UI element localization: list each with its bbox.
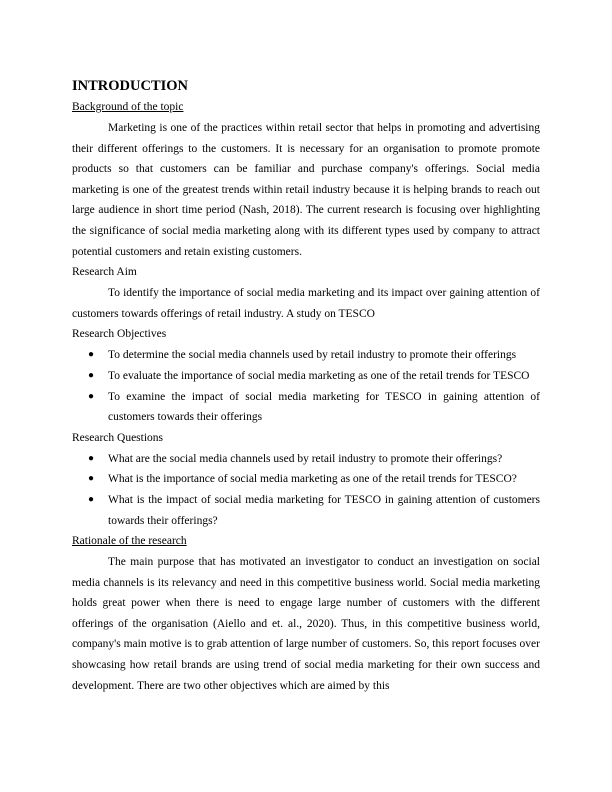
bullet-icon: ●	[88, 452, 95, 464]
bullet-icon: ●	[88, 349, 95, 361]
list-item	[72, 387, 540, 428]
objectives-list	[72, 345, 540, 427]
rationale-subheading: Rationale of the research	[72, 535, 187, 548]
questions-list	[72, 449, 540, 531]
list-item	[72, 469, 540, 490]
list-item-text: What is the importance of social media marketing as one of the retail trends for TESCO?	[108, 473, 517, 486]
list-item-text: To examine the impact of social media marketing for TESCO in gaining attention of customers towards their offerings	[108, 390, 540, 424]
document-page	[72, 76, 540, 696]
background-paragraph: Marketing is one of the practices within retail sector that helps in promoting and advertising their different offerings to the customers. It is necessary for an organisation to promote promote products so that customers can be familiar and purchase company's offerings. Social media marketing is one of the greatest trends within retail industry because it is helping brands to reach out large audience in short time period (Nash, 2018). The current research is focusing over highlighting the significance of social media marketing along with its different types used by company to attract potential customers and retain existing customers.	[72, 122, 540, 258]
introduction-heading: INTRODUCTION	[72, 78, 189, 94]
rationale-paragraph: The main purpose that has motivated an investigator to conduct an investigation on social media channels is its relevancy and need in this competitive business world. Social media marketing holds great power when there is need to engage large number of customers with the different offerings of the organisation (Aiello and et. al., 2020). Thus, in this competitive business world, company's main motive is to grab attention of large number of customers. So, this report focuses over showcasing how retail brands are using trend of social media marketing for their own success and development. There are two other objectives which are aimed by this	[72, 556, 540, 692]
list-item-text: To determine the social media channels used by retail industry to promote their offerings	[108, 349, 517, 362]
research-questions-subheading: Research Questions	[72, 431, 164, 444]
research-aim-paragraph: To identify the importance of social media marketing and its impact over gaining attention of customers towards offerings of retail industry. A study on TESCO	[72, 287, 540, 320]
list-item	[72, 449, 540, 470]
list-item-text: What are the social media channels used by retail industry to promote their offerings?	[108, 452, 503, 465]
background-subheading: Background of the topic	[72, 101, 184, 113]
list-item	[72, 345, 540, 366]
list-item	[72, 490, 540, 531]
bullet-icon: ●	[88, 369, 95, 381]
bullet-icon: ●	[88, 493, 95, 505]
bullet-icon: ●	[88, 390, 95, 402]
research-objectives-subheading: Research Objectives	[72, 328, 167, 341]
list-item-text: What is the impact of social media marketing for TESCO in gaining attention of customers towards their offerings?	[108, 493, 540, 527]
bullet-icon: ●	[88, 473, 95, 485]
research-aim-subheading: Research Aim	[72, 266, 137, 279]
list-item	[72, 366, 540, 387]
list-item-text: To evaluate the importance of social media marketing as one of the retail trends for TESCO	[108, 369, 530, 382]
